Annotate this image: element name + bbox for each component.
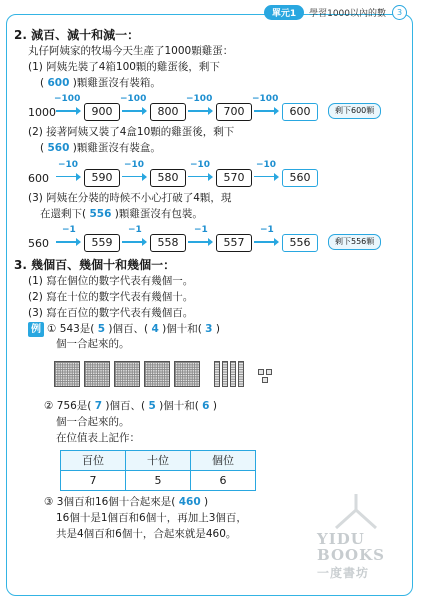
ex1-hundreds-answer: 5 <box>97 322 106 335</box>
hundred-block <box>144 361 170 387</box>
chain-arrow <box>56 176 80 178</box>
chain-box-result: 560 <box>282 169 318 187</box>
ex2-number: ② <box>44 400 54 412</box>
unit-cube <box>258 369 264 375</box>
ex1-ones-answer: 3 <box>205 322 213 335</box>
chain-arrow <box>188 110 212 112</box>
ex2-suffix: ) <box>212 400 217 412</box>
chain-note: 剩下556顆 <box>328 234 381 250</box>
chain-arrow <box>122 176 146 178</box>
q1-paren-close: )顆雞蛋沒有裝箱。 <box>72 76 161 89</box>
chain-arrow <box>56 241 80 243</box>
header-ones: 個位 <box>191 451 256 471</box>
ex1-mid2: )個十和( <box>162 322 202 335</box>
ten-rod <box>222 361 228 387</box>
ex1-prefix: 543是( <box>59 322 95 335</box>
chain-box-result: 600 <box>282 103 318 121</box>
chain-start: 560 <box>28 237 49 251</box>
unit-cube <box>266 369 272 375</box>
chain-arrow <box>254 176 278 178</box>
place-value-value-row <box>61 471 256 491</box>
chain-step-label: −100 <box>120 94 147 105</box>
rule-tens: (2) 寫在十位的數字代表有幾個十。 <box>28 291 194 303</box>
chain-step-label: −100 <box>54 94 81 105</box>
ex3-line3: 共是4個百和6個十，合起來就是460。 <box>56 527 237 540</box>
page-number: 3 <box>392 5 407 20</box>
q1-line2 <box>14 76 409 92</box>
chain-box: 557 <box>216 234 252 252</box>
section3-title: 3. 幾個百、幾個十和幾個一： <box>14 258 176 273</box>
ex1-line2: 個一合起來的。 <box>56 338 130 351</box>
q1-paren-open: ( <box>40 76 45 89</box>
base-ten-blocks <box>14 357 409 395</box>
rule-ones: (1) 寫在個位的數字代表有幾個一。 <box>28 275 194 288</box>
ex1-mid1: )個百、( <box>108 322 149 335</box>
watermark <box>301 490 411 582</box>
q3-paren-open: 在還剩下( <box>40 207 87 220</box>
hundred-block <box>54 361 80 387</box>
watermark-line2: BOOKS <box>317 546 385 564</box>
ten-rod <box>214 361 220 387</box>
ex2-mid2: )個十和( <box>159 400 199 412</box>
chain-box: 559 <box>84 234 120 252</box>
chain-arrow <box>122 241 146 243</box>
page-header <box>264 4 407 20</box>
hundred-block <box>174 361 200 387</box>
q3-line2 <box>14 207 409 223</box>
ex2-prefix: 756是( <box>56 400 92 412</box>
ex2-mid1: )個百、( <box>105 400 146 412</box>
watermark-logo-icon <box>301 490 411 530</box>
ex3-prefix: 3個百和16個十合起來是( <box>56 496 176 509</box>
hundred-block <box>114 361 140 387</box>
chain-arrow <box>188 176 212 178</box>
q3-answer: 556 <box>89 207 112 220</box>
unit-badge: 單元1 <box>264 5 304 20</box>
ex1-suffix: ) <box>215 322 220 335</box>
chain-step-label: −1 <box>62 225 76 236</box>
ex1-tens-answer: 4 <box>151 322 159 335</box>
ex2-line1 <box>14 399 409 415</box>
value-ones: 6 <box>191 471 256 491</box>
q2-chain <box>14 159 409 189</box>
value-tens: 5 <box>126 471 191 491</box>
watermark-line1: YIDU <box>317 530 365 548</box>
header-tens: 十位 <box>126 451 191 471</box>
q2-paren-close: )顆雞蛋沒有裝盒。 <box>72 142 161 154</box>
ex2-hundreds-answer: 7 <box>94 400 103 412</box>
q2-answer: 560 <box>47 142 70 154</box>
chain-start: 600 <box>28 171 49 185</box>
chain-step-label: −100 <box>186 94 213 105</box>
ex3-suffix: ) <box>204 496 209 509</box>
value-hundreds: 7 <box>61 471 126 491</box>
place-value-header-row <box>61 451 256 471</box>
section2-intro: 丸仔阿姨家的牧場今天生產了1000顆雞蛋： <box>28 45 234 57</box>
ex2-tens-answer: 5 <box>148 400 156 412</box>
chain-box: 700 <box>216 103 252 121</box>
section2-title: 2. 減百、減十和減一： <box>14 28 140 42</box>
ex3-number: ③ <box>44 496 54 509</box>
chain-step-label: −1 <box>260 225 274 236</box>
chain-arrow <box>254 110 278 112</box>
ten-rod <box>238 361 244 387</box>
chain-box: 800 <box>150 103 186 121</box>
q3-line1: (3) 阿姨在分裝的時候不小心打破了4顆，現 <box>28 191 232 204</box>
chain-step-label: −10 <box>256 159 277 170</box>
ex3-line2: 16個十是1個百和6個十，再加上3個百， <box>56 512 247 524</box>
chain-step-label: −1 <box>128 225 142 236</box>
chain-box: 900 <box>84 103 120 121</box>
hundred-block <box>84 361 110 387</box>
ex3-answer: 460 <box>178 496 201 509</box>
q1-chain <box>14 94 409 123</box>
chain-box: 580 <box>150 169 186 187</box>
chain-note: 剩下600顆 <box>328 103 381 119</box>
ex1-number: ① <box>47 322 57 335</box>
q1-line1: (1) 阿姨先裝了4箱100顆的雞蛋後，剩下 <box>28 60 220 73</box>
q3-chain <box>14 225 409 254</box>
ex2-line3: 在位值表上記作： <box>56 431 140 444</box>
chain-start: 1000 <box>28 106 56 120</box>
q2-line1: (2) 接著阿姨又裝了4盒10顆的雞蛋後，剩下 <box>28 126 235 139</box>
q2-paren-open: ( <box>40 142 45 154</box>
chain-arrow <box>56 110 80 112</box>
chain-step-label: −1 <box>194 225 208 236</box>
chain-step-label: −10 <box>190 159 211 170</box>
chain-arrow <box>254 241 278 243</box>
chain-box-result: 556 <box>282 234 318 252</box>
chain-box: 590 <box>84 169 120 187</box>
q3-paren-close: )顆雞蛋沒有包裝。 <box>114 207 203 220</box>
unit-title: 學習1000以內的數 <box>309 8 386 19</box>
chain-step-label: −100 <box>252 94 279 105</box>
chain-step-label: −10 <box>58 159 79 170</box>
chain-arrow <box>188 241 212 243</box>
ex2-line2: 個一合起來的。 <box>56 415 130 428</box>
ten-rod <box>230 361 236 387</box>
unit-cube <box>262 377 268 383</box>
chain-box: 570 <box>216 169 252 187</box>
example-badge: 例 <box>28 322 44 337</box>
chain-box: 558 <box>150 234 186 252</box>
ex2-ones-answer: 6 <box>202 400 210 412</box>
watermark-line3: 一度書坊 <box>317 566 370 580</box>
q1-answer: 600 <box>47 76 70 89</box>
ex1-line1 <box>14 322 409 338</box>
place-value-table <box>60 450 256 491</box>
chain-step-label: −10 <box>124 159 145 170</box>
q2-line2 <box>14 141 409 157</box>
rule-hundreds: (3) 寫在百位的數字代表有幾個百。 <box>28 306 194 319</box>
header-hundreds: 百位 <box>61 451 126 471</box>
page-content <box>14 26 409 543</box>
chain-arrow <box>122 110 146 112</box>
